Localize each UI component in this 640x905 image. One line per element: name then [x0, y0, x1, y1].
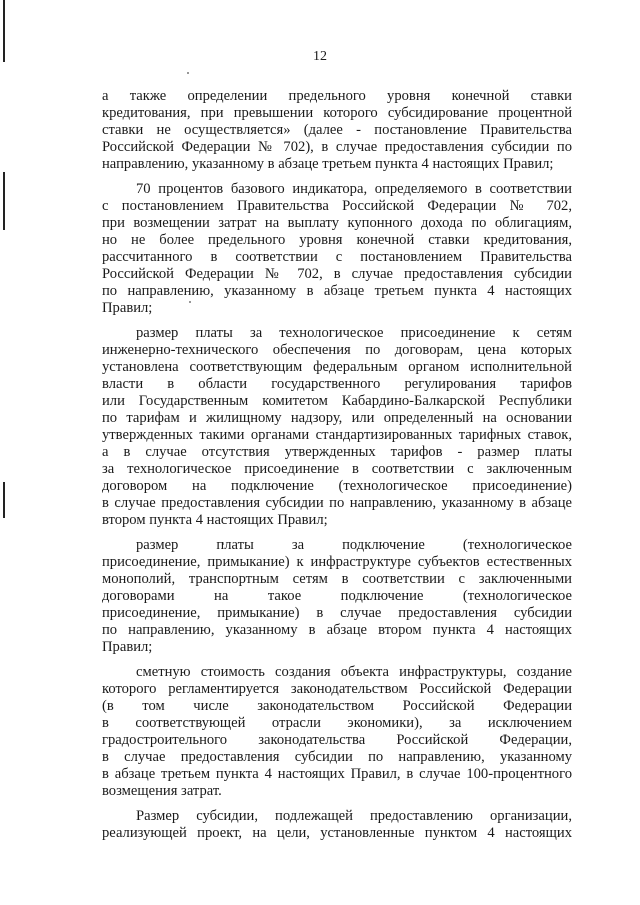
text-line: инженерно-технического обеспечения по договорам, цена которых [102, 342, 572, 358]
scan-margin-mark [3, 172, 5, 230]
document-body [102, 88, 572, 850]
page-number: 12 [313, 49, 327, 64]
text-line: возмещения затрат. [102, 783, 222, 799]
text-line: установлена соответствующим федеральным органом исполнительной [102, 359, 572, 375]
text-line: 70 процентов базового индикатора, определяемого в соответствии [136, 181, 572, 197]
text-line: договорами на такое подключение (технологическое [102, 588, 572, 604]
text-line: в случае предоставления субсидии по направлению, указанному в абзаце [102, 495, 572, 511]
text-line: размер платы за технологическое присоединение к сетям [136, 325, 572, 341]
paragraph [102, 325, 572, 529]
text-line: за технологическое присоединение в соответствии с заключенным [102, 461, 572, 477]
scan-margin-mark [3, 482, 5, 518]
paragraph [102, 181, 572, 317]
text-line: Размер субсидии, подлежащей предоставлению организации, [136, 808, 572, 824]
text-line: в соответствующей отрасли экономики), за исключением [102, 715, 572, 731]
text-line: Правил; [102, 639, 153, 655]
text-line: которого регламентируется законодательством Российской Федерации [102, 681, 572, 697]
text-line: направлению, указанному в абзаце третьем пункта 4 настоящих Правил; [102, 156, 554, 172]
text-line: договором на подключение (технологическое присоединение) [102, 478, 572, 494]
text-line: но не более предельного уровня конечной ставки кредитования, [102, 232, 572, 248]
text-line: рассчитанного в соответствии с постановлением Правительства [102, 249, 572, 265]
text-line: сметную стоимость создания объекта инфраструктуры, создание [136, 664, 572, 680]
paragraph [102, 88, 572, 173]
text-line: размер платы за подключение (технологическое [136, 537, 572, 553]
text-line: ставки не осуществляется» (далее - постановление Правительства [102, 122, 572, 138]
text-line: кредитования, при превышении которого субсидирование процентной [102, 105, 572, 121]
text-line: монополий, транспортным сетям в соответствии с заключенными [102, 571, 572, 587]
text-line: а также определении предельного уровня конечной ставки [102, 88, 572, 104]
text-line: по тарифам и жилищному надзору, или определенный на основании [102, 410, 572, 426]
text-line: присоединение, примыкание) к инфраструктуре субъектов естественных [102, 554, 572, 570]
text-line: по направлению, указанному в абзаце третьем пункта 4 настоящих [102, 283, 572, 299]
text-line: с постановлением Правительства Российской Федерации № 702, [102, 198, 572, 214]
text-line: втором пункта 4 настоящих Правил; [102, 512, 328, 528]
scan-speck [187, 72, 189, 74]
paragraph [102, 808, 572, 842]
paragraph [102, 537, 572, 656]
text-line: градостроительного законодательства Российской Федерации, [102, 732, 572, 748]
text-line: Российской Федерации № 702), в случае предоставления субсидии по [102, 139, 572, 155]
text-line: утвержденных такими органами стандартизированных тарифных ставок, [102, 427, 572, 443]
text-line: а в случае отсутствия утвержденных тарифов - размер платы [102, 444, 572, 460]
paragraph [102, 664, 572, 800]
text-line: реализующей проект, на цели, установленные пунктом 4 настоящих [102, 825, 572, 841]
text-line: при возмещении затрат на выплату купонного дохода по облигациям, [102, 215, 572, 231]
text-line: присоединение, примыкание) в случае предоставления субсидии [102, 605, 572, 621]
text-line: в абзаце третьем пункта 4 настоящих Правил, в случае 100-процентного [102, 766, 572, 782]
text-line: Российской Федерации № 702, в случае предоставления субсидии [102, 266, 572, 282]
text-line: власти в области государственного регулирования тарифов [102, 376, 572, 392]
text-line: по направлению, указанному в абзаце втором пункта 4 настоящих [102, 622, 572, 638]
text-line: (в том числе законодательством Российской Федерации [102, 698, 572, 714]
text-line: или Государственным комитетом Кабардино-Балкарской Республики [102, 393, 572, 409]
text-line: в случае предоставления субсидии по направлению, указанному [102, 749, 572, 765]
text-line: Правил; [102, 300, 153, 316]
